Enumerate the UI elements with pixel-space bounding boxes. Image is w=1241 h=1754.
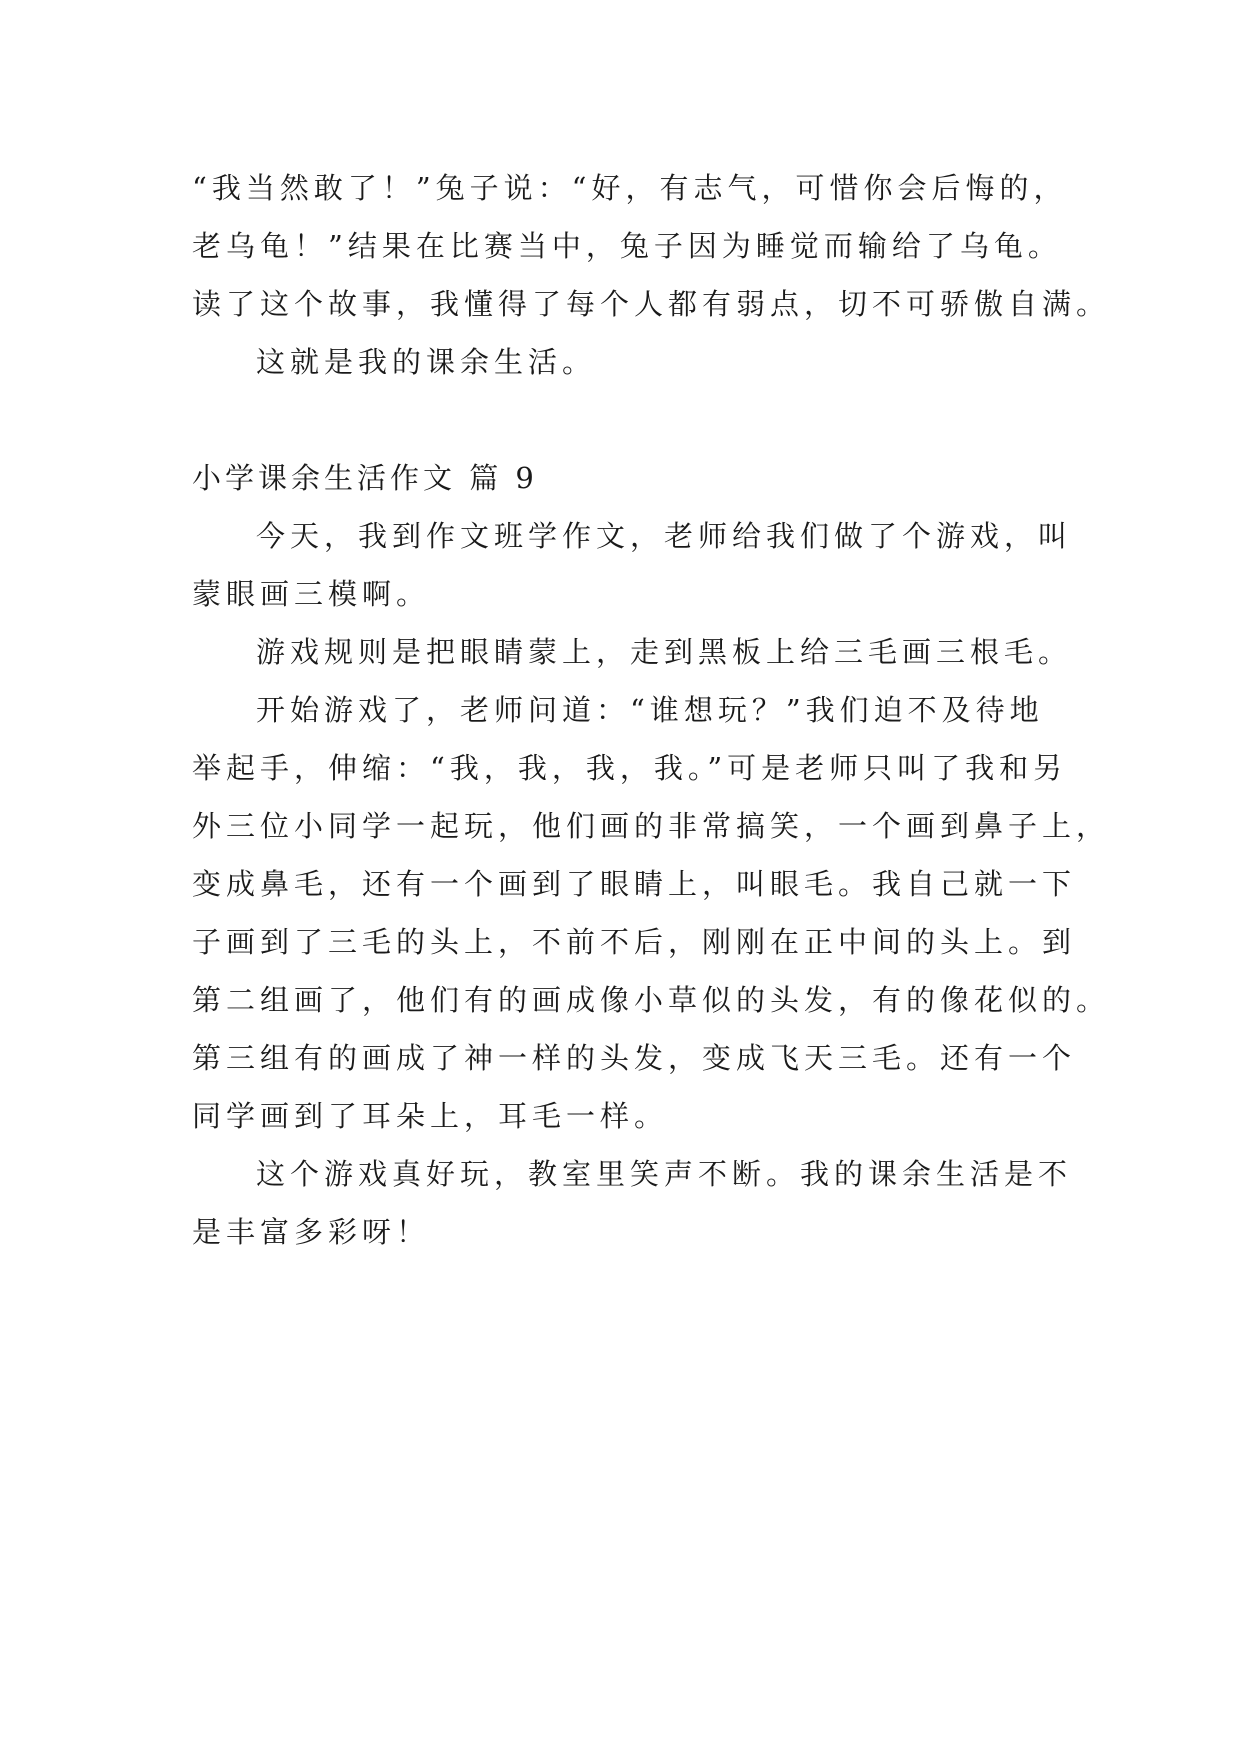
paragraph-3-line-3: 外三位小同学一起玩，他们画的非常搞笑，一个画到鼻子上， xyxy=(192,809,1111,843)
paragraph-1-line-2: 蒙眼画三模啊。 xyxy=(192,577,431,611)
section-heading: 小学课余生活作文 篇 9 xyxy=(192,461,538,495)
paragraph-3-line-7: 第三组有的画成了神一样的头发，变成飞天三毛。还有一个 xyxy=(192,1041,1077,1075)
paragraph-2-line-1: 游戏规则是把眼睛蒙上，走到黑板上给三毛画三根毛。 xyxy=(256,635,1073,669)
paragraph-3-line-5: 子画到了三毛的头上，不前不后，刚刚在正中间的头上。到 xyxy=(192,925,1077,959)
paragraph-3-line-8: 同学画到了耳朵上，耳毛一样。 xyxy=(192,1099,669,1133)
paragraph-3-line-1: 开始游戏了，老师问道：“谁想玩？”我们迫不及待地 xyxy=(256,693,1044,727)
paragraph-1-line-1: 今天，我到作文班学作文，老师给我们做了个游戏，叫 xyxy=(256,519,1073,553)
paragraph-4-line-2: 是丰富多彩呀！ xyxy=(192,1215,431,1249)
text-line-3: 读了这个故事，我懂得了每个人都有弱点，切不可骄傲自满。 xyxy=(192,287,1111,321)
paragraph-3-line-2: 举起手，伸缩：“我，我，我，我。”可是老师只叫了我和另 xyxy=(192,751,1068,785)
paragraph-closing: 这就是我的课余生活。 xyxy=(256,345,597,379)
text-line-1: “我当然敢了！”兔子说：“好，有志气，可惜你会后悔的， xyxy=(192,171,1068,205)
paragraph-3-line-6: 第二组画了，他们有的画成像小草似的头发，有的像花似的。 xyxy=(192,983,1111,1017)
paragraph-3-line-4: 变成鼻毛，还有一个画到了眼睛上，叫眼毛。我自己就一下 xyxy=(192,867,1077,901)
paragraph-4-line-1: 这个游戏真好玩，教室里笑声不断。我的课余生活是不 xyxy=(256,1157,1073,1191)
text-line-2: 老乌龟！”结果在比赛当中，兔子因为睡觉而输给了乌龟。 xyxy=(192,229,1062,263)
